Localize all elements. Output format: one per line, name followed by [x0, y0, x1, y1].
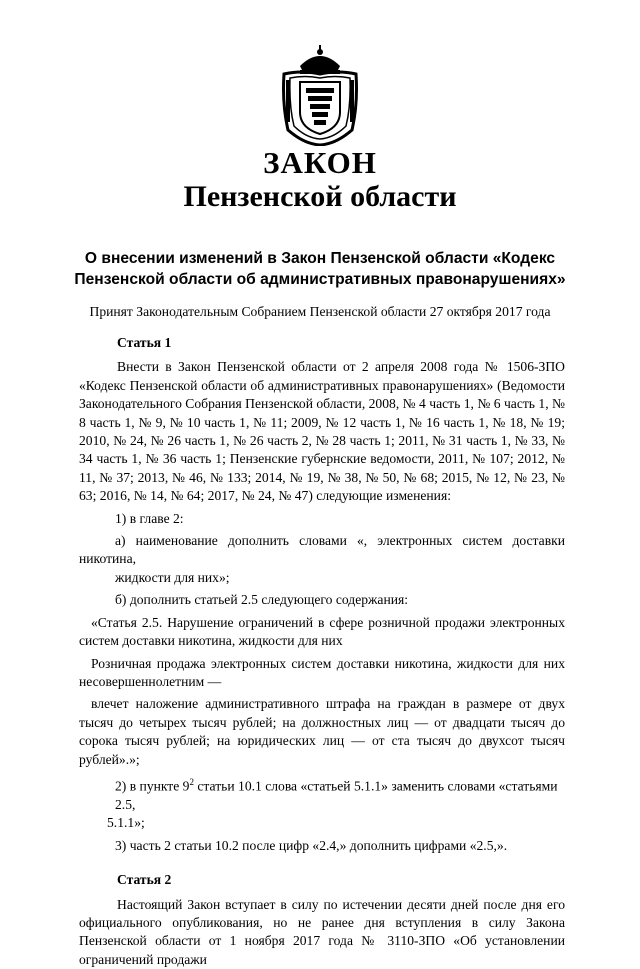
amendment-item-3: 3) часть 2 статьи 10.2 после цифр «2.4,» дополнить цифрами «2.5,».	[79, 837, 565, 855]
law-heading-line: О внесении изменений в Закон Пензенской области «Кодекс	[60, 248, 580, 269]
amendment-item-2-continuation: 5.1.1»;	[79, 814, 565, 832]
amendment-item-2-text-rest: статьи 10.1 слова «статьей 5.1.1» заменить словами «статьями 2.5,	[115, 778, 558, 811]
amendment-item-2-text: 2) в пункте 9	[115, 778, 189, 793]
article-2-title: Статья 2	[79, 871, 565, 889]
amendment-item-1a	[79, 532, 565, 569]
amendment-item-2	[79, 773, 565, 814]
law-heading	[60, 248, 580, 290]
article-1-intro: Внести в Закон Пензенской области от 2 апреля 2008 года № 1506-ЗПО «Кодекс Пензенской области об административных правонарушениях» (Ведомости Законодательного Собрания Пензенской области, 2008, № 4 часть 1, № 6 часть 1, № 8 часть 1, № 9, № 10 часть 1, № 11; 2009, № 12 часть 1, № 16 часть 1, № 18, № 19; 2010, № 24, № 26 часть 1, № 26 часть 2, № 28 часть 1; 2011, № 31 часть 1, № 33, № 34 часть 1, № 36 часть 1; Пензенские губернские ведомости, 2011, № 107; 2012, № 11, № 37; 2013, № 46, № 133; 2014, № 19, № 38, № 50, № 68; 2015, № 12, № 23, № 63; 2016, № 14, № 64; 2017, № 24, № 47) следующие изменения:	[79, 358, 565, 505]
article-2-text: Настоящий Закон вступает в силу по истечении десяти дней после дня его официального опубликования, но не ранее дня вступления в силу Закона Пензенской области от 1 ноября 2017 года № 3110-ЗПО «Об установлении ограничений продажи	[79, 896, 565, 969]
new-article-2-5-sanction: влечет наложение административного штрафа на граждан в размере от двух тысяч до четырех тысяч рублей; на должностных лиц — от двадцати тысяч до сорока тысяч рублей; на юридических лиц — от ста тысяч до двухсот тысяч рублей».»;	[79, 695, 565, 769]
law-body	[79, 334, 565, 969]
new-article-2-5-title: «Статья 2.5. Нарушение ограничений в сфере розничной продажи электронных систем доставки никотина, жидкости для них	[79, 614, 565, 651]
penza-oblast-coat-of-arms-icon	[278, 44, 362, 146]
document-region-title: Пензенской области	[0, 180, 640, 214]
amendment-item-1a-continuation: жидкости для них»;	[79, 569, 565, 587]
new-article-2-5-disposition: Розничная продажа электронных систем доставки никотина, жидкости для них несовершеннолетним —	[79, 655, 565, 692]
law-heading-line: Пензенской области об административных правонарушениях»	[60, 269, 580, 290]
article-1-title: Статья 1	[79, 334, 565, 352]
adoption-note: Принят Законодательным Собранием Пензенской области 27 октября 2017 года	[0, 303, 640, 321]
amendment-item-1: 1) в главе 2:	[79, 510, 565, 528]
amendment-item-2-superscript: 2	[189, 777, 194, 787]
document-type-title: ЗАКОН	[0, 146, 640, 180]
amendment-item-1a-line: а) наименование дополнить словами «, электронных систем доставки никотина,	[79, 533, 565, 566]
amendment-item-1b: б) дополнить статьей 2.5 следующего содержания:	[79, 591, 565, 609]
